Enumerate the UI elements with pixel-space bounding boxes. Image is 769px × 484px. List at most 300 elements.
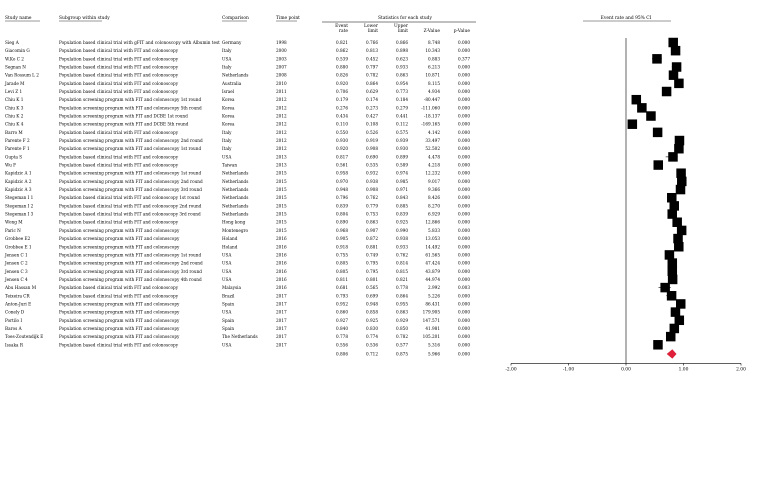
lower-limit: 0.801 [366, 276, 378, 282]
p-value: 0.000 [458, 293, 470, 299]
comparison: Spain [222, 317, 235, 323]
p-value: 0.000 [458, 138, 470, 144]
upper-limit: 0.866 [396, 40, 408, 45]
table-row [5, 40, 470, 45]
p-value: 0.000 [458, 97, 470, 103]
event-rate: 0.706 [336, 89, 348, 95]
time-point: 2017 [276, 317, 287, 323]
time-point: 2008 [276, 72, 287, 78]
event-rate: 0.890 [336, 219, 348, 225]
comparison: Italy [222, 64, 232, 70]
point-estimate [672, 217, 682, 227]
upper-limit: 0.575 [396, 129, 408, 135]
point-estimate [671, 307, 681, 317]
event-rate: 0.110 [336, 121, 348, 127]
study-name: Wong M [5, 219, 23, 225]
lower-limit: 0.273 [366, 105, 378, 111]
z-value: 10.871 [425, 72, 440, 78]
point-estimate [668, 152, 678, 162]
time-point: 2016 [276, 268, 287, 274]
comparison: Korea [222, 121, 235, 127]
upper-limit: 0.990 [396, 227, 408, 233]
lower-limit: 0.907 [366, 227, 378, 233]
p-value: 0.000 [458, 195, 470, 201]
point-estimate [660, 283, 670, 293]
z-value: 105.201 [422, 334, 440, 340]
header-subgroup: Subgroup within study [59, 16, 110, 21]
table-row [5, 236, 470, 241]
header-comparison: Comparison [222, 16, 249, 21]
p-value: 0.000 [458, 113, 470, 119]
point-estimate [662, 87, 672, 97]
comparison: Australia [222, 80, 242, 86]
subgroup: Population based clinical trial with FIT and colonoscopy [59, 293, 179, 299]
table-row [5, 293, 470, 298]
subgroup: Population based clinical trial with FIT and colonoscopy [59, 162, 179, 168]
subgroup: Population screening program with FIT and colonoscopy 5th round [59, 105, 202, 111]
lower-limit: 0.762 [366, 195, 378, 201]
lower-limit: 0.753 [366, 211, 378, 217]
z-value: 33.497 [425, 138, 440, 144]
study-name: Jarade M [5, 80, 25, 86]
table-row [5, 105, 470, 110]
lower-limit: 0.174 [366, 97, 378, 103]
x-tick-label: -1.00 [562, 367, 575, 373]
time-point: 2016 [276, 236, 287, 242]
time-point: 2017 [276, 309, 287, 315]
point-estimate [667, 209, 677, 219]
study-name: Jensen C 4 [5, 276, 28, 282]
study-name: Teixeira CR [5, 293, 30, 299]
table-row [5, 203, 470, 208]
point-estimate [676, 185, 686, 195]
event-rate: 0.796 [336, 195, 348, 201]
upper-limit: 0.623 [396, 56, 408, 62]
comparison: USA [222, 56, 232, 62]
lower-limit: 0.782 [366, 72, 378, 78]
z-value: -80.447 [423, 97, 440, 103]
subgroup: Population screening program with FIT and colonoscopy 1st round [59, 97, 202, 103]
time-point: 2012 [276, 129, 287, 135]
lower-limit: 0.925 [366, 317, 378, 323]
summary-event-rate: 0.806 [336, 351, 348, 357]
table-row [5, 114, 470, 119]
x-tick-label: 1.00 [678, 367, 689, 373]
table-row [5, 138, 470, 143]
z-value: 12.232 [425, 170, 440, 176]
z-value: 8.426 [428, 195, 440, 201]
header-stats-title: Statistics for each study [378, 16, 432, 21]
p-value: 0.000 [458, 342, 470, 348]
comparison: Netherlands [222, 178, 249, 184]
subgroup: Population screening program with FIT and colonoscopy 2nd round [59, 178, 203, 184]
summary-lower-limit: 0.712 [366, 351, 378, 357]
p-value: 0.000 [458, 178, 470, 184]
p-value: 0.000 [458, 325, 470, 331]
comparison: Korea [222, 105, 235, 111]
z-value: 5.833 [428, 227, 440, 233]
p-value: 0.000 [458, 64, 470, 70]
event-rate: 0.927 [336, 317, 348, 323]
time-point: 2010 [276, 80, 287, 86]
table-row [5, 89, 470, 94]
study-name: Kapidzic A 1 [5, 170, 32, 176]
z-value: 44.974 [425, 276, 440, 282]
comparison: USA [222, 260, 232, 266]
upper-limit: 0.933 [396, 244, 408, 250]
p-value: 0.000 [458, 187, 470, 193]
comparison: Spain [222, 325, 235, 331]
z-value: 13.053 [425, 236, 440, 242]
header-event-rate-2: rate [338, 29, 348, 34]
z-value: 147.571 [422, 317, 440, 323]
upper-limit: 0.939 [396, 138, 408, 144]
time-point: 2016 [276, 285, 287, 291]
point-estimate [654, 160, 664, 170]
table-row [5, 187, 470, 192]
point-estimate [653, 340, 663, 350]
time-point: 2017 [276, 334, 287, 340]
upper-limit: 0.933 [396, 64, 408, 70]
study-name: Jensen C 1 [5, 252, 28, 258]
upper-limit: 0.184 [396, 97, 408, 103]
lower-limit: 0.795 [366, 268, 378, 274]
study-name: Portilo I [5, 317, 23, 323]
summary-upper-limit: 0.875 [396, 351, 408, 357]
study-name: Paric N [5, 227, 21, 233]
p-value: 0.000 [458, 80, 470, 86]
table-row [5, 146, 470, 151]
event-rate: 0.952 [336, 301, 348, 307]
study-name: Stegeman I 3 [5, 211, 34, 217]
comparison: Malaysia [222, 285, 241, 291]
comparison: USA [222, 154, 232, 160]
time-point: 2017 [276, 301, 287, 307]
p-value: 0.377 [458, 56, 470, 62]
upper-limit: 0.930 [396, 146, 408, 152]
z-value: -18.137 [423, 113, 440, 119]
z-value: 4.478 [428, 154, 440, 160]
upper-limit: 0.577 [396, 342, 408, 348]
upper-limit: 0.762 [396, 252, 408, 258]
subgroup: Population screening program with FIT and colonoscopy [59, 317, 180, 323]
lower-limit: 0.766 [366, 40, 378, 45]
p-value: 0.000 [458, 129, 470, 135]
time-point: 2003 [276, 56, 287, 62]
time-point: 2015 [276, 203, 287, 209]
upper-limit: 0.864 [396, 293, 408, 299]
lower-limit: 0.948 [366, 301, 378, 307]
subgroup: Population based clinical trial with gFIT and colonoscopy with Albumin test [59, 40, 220, 45]
table-row [5, 179, 470, 184]
time-point: 2015 [276, 195, 287, 201]
upper-limit: 0.782 [396, 334, 408, 340]
subgroup: Population based clinical trial with FIT and colonoscopy [59, 285, 179, 291]
study-name: Kapidzic A 2 [5, 178, 32, 184]
study-name: Parente F 1 [5, 146, 30, 152]
event-rate: 0.539 [336, 56, 348, 62]
subgroup: Population screening program with FIT and colonoscopy 1st round [59, 146, 202, 152]
time-point: 2015 [276, 178, 287, 184]
point-estimate [674, 79, 684, 89]
event-rate: 0.550 [336, 129, 348, 135]
header-time-point: Time point [276, 16, 300, 21]
table-row [5, 228, 470, 233]
header-plot-title: Event rate and 95% CI [600, 16, 652, 21]
time-point: 2012 [276, 146, 287, 152]
upper-limit: 0.954 [396, 80, 408, 86]
subgroup: Population screening program with FIT and colonoscopy 3rd round [59, 187, 202, 193]
event-rate: 0.918 [336, 244, 348, 250]
p-value: 0.000 [458, 219, 470, 225]
table-row [4, 252, 470, 257]
subgroup: Population based clinical trial with FIT and colonoscopy 2nd round [59, 203, 202, 209]
lower-limit: 0.863 [366, 219, 378, 225]
point-estimate [669, 201, 679, 211]
z-value: 41.981 [425, 325, 440, 331]
comparison: Brazil [222, 293, 235, 299]
time-point: 2015 [276, 170, 287, 176]
event-rate: 0.905 [336, 236, 348, 242]
x-tick-label: 2.00 [736, 367, 746, 373]
z-value: 8.270 [428, 203, 440, 209]
study-name: Jensen C 2 [5, 260, 28, 266]
point-estimate [676, 168, 686, 178]
subgroup: Population based clinical trial with FIT and colonoscopy [59, 219, 179, 225]
point-estimate [673, 234, 683, 244]
time-point: 2012 [276, 121, 287, 127]
study-name: Grobbee E 1 [5, 244, 32, 250]
point-estimate [652, 54, 662, 64]
summary-p-value: 0.000 [458, 351, 470, 357]
p-value: 0.000 [458, 162, 470, 168]
point-estimate [669, 70, 679, 80]
event-rate: 0.811 [336, 276, 348, 282]
point-estimate [668, 258, 678, 268]
lower-limit: 0.774 [366, 334, 378, 340]
comparison: USA [222, 342, 232, 348]
upper-limit: 0.839 [396, 211, 408, 217]
p-value: 0.000 [458, 121, 470, 127]
z-value: -169.165 [421, 121, 440, 127]
study-name: W.Ko C 2 [5, 56, 24, 62]
time-point: 2016 [276, 260, 287, 266]
p-value: 0.000 [458, 105, 470, 111]
table-row [5, 65, 470, 70]
subgroup: Population screening program with FIT and colonoscopy 3rd round [59, 268, 202, 274]
event-rate: 0.276 [336, 105, 348, 111]
lower-limit: 0.427 [366, 113, 378, 119]
event-rate: 0.755 [336, 252, 348, 258]
lower-limit: 0.535 [366, 162, 378, 168]
study-name: Parente F 2 [5, 138, 30, 144]
upper-limit: 0.974 [396, 170, 408, 176]
lower-limit: 0.938 [366, 178, 378, 184]
lower-limit: 0.565 [366, 285, 378, 291]
z-value: 6.213 [428, 64, 440, 70]
z-value: 8.115 [428, 80, 440, 86]
table-row [5, 122, 470, 127]
p-value: 0.000 [458, 227, 470, 233]
z-value: 9.366 [428, 187, 440, 193]
lower-limit: 0.797 [366, 64, 378, 70]
upper-limit: 0.938 [396, 236, 408, 242]
event-rate: 0.948 [336, 187, 348, 193]
table-row [5, 97, 470, 102]
point-estimate [676, 299, 686, 309]
upper-limit: 0.279 [396, 105, 408, 111]
p-value: 0.000 [458, 89, 470, 95]
time-point: 2013 [276, 162, 287, 168]
time-point: 2015 [276, 219, 287, 225]
comparison: Holand [222, 236, 238, 242]
event-rate: 0.817 [336, 154, 348, 160]
time-point: 2011 [276, 89, 287, 95]
subgroup: Population screening program with FIT and colonoscopy [59, 236, 180, 242]
z-value: -111.060 [421, 105, 440, 111]
event-rate: 0.968 [336, 227, 348, 233]
time-point: 2016 [276, 244, 287, 250]
upper-limit: 0.863 [396, 72, 408, 78]
table-row [5, 326, 470, 331]
point-estimate [672, 62, 682, 71]
z-value: 9.017 [428, 178, 440, 184]
summary-row [336, 351, 470, 356]
time-point: 2007 [276, 64, 287, 70]
study-name: Jensen C 3 [5, 268, 28, 274]
subgroup: Population screening program with FIT and DCBE 5th round [59, 121, 189, 127]
subgroup: Population based clinical trial with FIT and colonoscopy [59, 129, 179, 135]
table-row [4, 269, 470, 274]
lower-limit: 0.629 [366, 89, 378, 95]
z-value: 5.226 [428, 293, 440, 299]
subgroup: Population screening program with FIT and colonoscopy [59, 309, 180, 315]
subgroup: Population screening program with FIT and colonoscopy [59, 244, 180, 250]
table-row [5, 310, 470, 315]
event-rate: 0.920 [336, 146, 348, 152]
point-estimate [670, 324, 680, 334]
time-point: 2015 [276, 211, 287, 217]
p-value: 0.000 [458, 276, 470, 282]
study-name: Chiu K 3 [5, 105, 24, 111]
table-row [5, 56, 470, 61]
event-rate: 0.778 [336, 334, 348, 340]
comparison: Netherlands [222, 211, 249, 217]
event-rate: 0.839 [336, 203, 348, 209]
z-value: 12.866 [425, 219, 440, 225]
point-estimate [675, 316, 685, 326]
p-value: 0.000 [458, 203, 470, 209]
p-value: 0.000 [458, 309, 470, 315]
point-estimate [666, 332, 676, 342]
comparison: Spain [222, 301, 235, 307]
header-upper-limit: Upper [393, 24, 408, 29]
study-name: Kapidzic A 3 [5, 187, 32, 193]
comparison: Israel [222, 89, 235, 95]
event-rate: 0.681 [336, 285, 348, 291]
subgroup: Population screening program with FIT and colonoscopy 2nd round [59, 260, 203, 266]
comparison: Korea [222, 97, 235, 103]
table-row [4, 73, 470, 78]
point-estimate [653, 128, 663, 137]
study-name: Giacomin G [5, 48, 30, 54]
lower-limit: 0.452 [366, 56, 378, 62]
table-row [5, 163, 470, 168]
p-value: 0.000 [458, 244, 470, 250]
point-estimate [667, 291, 677, 301]
subgroup: Population screening program with FIT and colonoscopy 2nd round [59, 138, 203, 144]
comparison: Hong kong [222, 219, 246, 225]
p-value: 0.000 [458, 40, 470, 45]
p-value: 0.000 [458, 72, 470, 78]
table-row [5, 195, 470, 200]
p-value: 0.003 [458, 285, 470, 291]
subgroup: Population based clinical trial with FIT and colonoscopy [59, 48, 179, 54]
time-point: 2015 [276, 187, 287, 193]
header-event-rate: Event [335, 24, 348, 29]
event-rate: 0.804 [336, 211, 348, 217]
comparison: Taiwan [222, 162, 238, 168]
p-value: 0.000 [458, 252, 470, 258]
point-estimate [677, 226, 687, 236]
table-row [4, 285, 470, 290]
comparison: Germany [222, 40, 242, 45]
table-row [5, 244, 470, 249]
table-row [5, 220, 470, 225]
time-point: 1998 [276, 40, 287, 45]
study-name: Issaka R [5, 342, 23, 348]
event-rate: 0.821 [336, 40, 348, 45]
p-value: 0.000 [458, 268, 470, 274]
table-row [5, 130, 470, 135]
point-estimate [637, 103, 647, 113]
study-name: Abu Hassan M [5, 285, 36, 291]
p-value: 0.000 [458, 211, 470, 217]
point-estimate [667, 193, 677, 203]
lower-limit: 0.536 [366, 342, 378, 348]
upper-limit: 0.589 [396, 162, 408, 168]
summary-diamond [667, 349, 676, 358]
header-lower-limit-2: limit [367, 29, 378, 34]
comparison: The Netherlands [222, 334, 258, 340]
event-rate: 0.179 [336, 97, 348, 103]
time-point: 2015 [276, 227, 287, 233]
table-row [5, 212, 470, 217]
event-rate: 0.860 [336, 309, 348, 315]
upper-limit: 0.773 [396, 89, 408, 95]
event-rate: 0.840 [336, 325, 348, 331]
event-rate: 0.930 [336, 138, 348, 144]
p-value: 0.000 [458, 146, 470, 152]
lower-limit: 0.919 [366, 138, 378, 144]
lower-limit: 0.813 [366, 48, 378, 54]
table-row [4, 261, 470, 266]
lower-limit: 0.864 [366, 80, 378, 86]
z-value: 179.905 [422, 309, 440, 315]
table-row [4, 277, 470, 282]
point-estimate [675, 136, 685, 146]
point-estimate [671, 46, 681, 56]
study-name: Wu F [5, 162, 17, 168]
event-rate: 0.805 [336, 260, 348, 266]
study-name: Levi Z 1 [5, 89, 23, 95]
time-point: 2012 [276, 138, 287, 144]
point-estimate [646, 111, 656, 121]
upper-limit: 0.929 [396, 317, 408, 323]
x-tick-label: 0.00 [621, 367, 631, 373]
p-value: 0.000 [458, 260, 470, 266]
table-row [5, 171, 470, 176]
